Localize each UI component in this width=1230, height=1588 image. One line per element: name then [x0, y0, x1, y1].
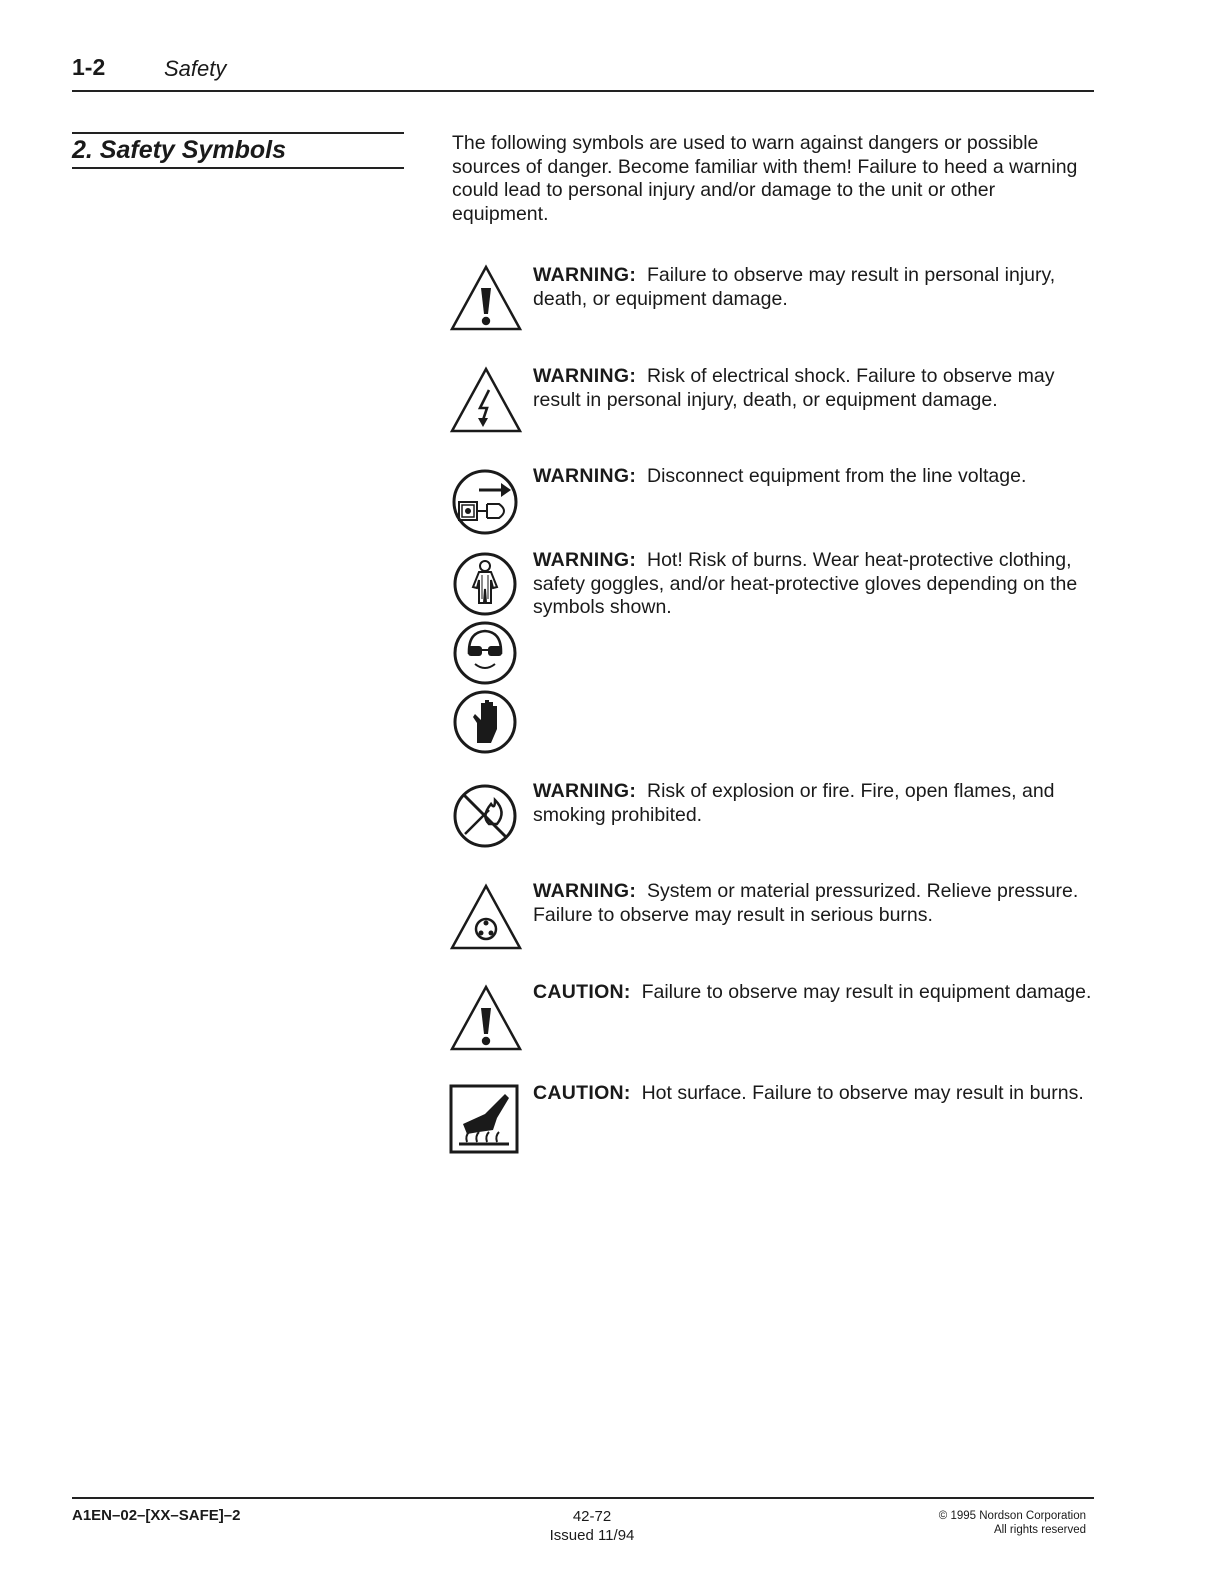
- safety-goggles-icon: [451, 620, 519, 686]
- pressurized-triangle-icon: [449, 883, 523, 951]
- page-header: [72, 52, 1094, 92]
- entry-text: System or material pressurized. Relieve pressure. Failure to observe may result in serious burns.: [533, 880, 1079, 926]
- entry-label: WARNING:: [533, 780, 637, 802]
- entry-text: Risk of explosion or fire. Fire, open flames, and smoking prohibited.: [533, 780, 1055, 826]
- copyright: © 1995 Nordson Corporation: [938, 1510, 1086, 1522]
- symbol-entry: [533, 465, 1098, 489]
- intro-paragraph: The following symbols are used to warn against dangers or possible sources of danger. Become familiar with them! Failure to heed a warning could lead to personal injury and/or damage to the unit or other equipment.: [452, 132, 1078, 225]
- footer-right: [939, 1509, 1086, 1537]
- entry-label: WARNING:: [533, 365, 637, 387]
- symbol-entry: [533, 549, 1098, 620]
- footer-center: [532, 1507, 652, 1545]
- rights-notice: All rights reserved: [993, 1524, 1086, 1536]
- symbol-entry: [533, 264, 1098, 311]
- hot-surface-icon: [449, 1084, 519, 1154]
- symbol-entry: [533, 981, 1098, 1005]
- symbol-entry: [533, 880, 1098, 927]
- running-title: Safety: [164, 56, 227, 81]
- entry-label: WARNING:: [533, 465, 637, 487]
- protective-clothing-icon: [451, 551, 519, 617]
- entry-label: CAUTION:: [533, 1082, 631, 1104]
- section-heading: [72, 132, 404, 169]
- warning-triangle-exclamation-icon: [449, 264, 523, 332]
- section-heading-text: 2. Safety Symbols: [72, 136, 286, 164]
- entry-label: WARNING:: [533, 264, 637, 286]
- page-number: 1-2: [72, 54, 106, 80]
- protective-gloves-icon: [451, 689, 519, 755]
- no-open-flame-icon: [451, 782, 519, 850]
- entry-label: CAUTION:: [533, 981, 631, 1003]
- entry-label: WARNING:: [533, 880, 637, 902]
- part-number: 42-72: [572, 1508, 612, 1525]
- page-footer: [72, 1497, 1094, 1559]
- electrical-shock-triangle-icon: [449, 366, 523, 434]
- caution-triangle-icon: [449, 984, 523, 1052]
- entry-text: Failure to observe may result in equipment damage.: [641, 981, 1092, 1003]
- issue-date: Issued 11/94: [549, 1527, 635, 1544]
- entry-text: Risk of electrical shock. Failure to observe may result in personal injury, death, or equipment damage.: [533, 365, 1055, 411]
- entry-text: Hot surface. Failure to observe may result in burns.: [641, 1082, 1084, 1104]
- entry-text: Failure to observe may result in personal injury, death, or equipment damage.: [533, 264, 1056, 310]
- symbol-entry: [533, 780, 1098, 827]
- document-code: A1EN–02–[XX–SAFE]–2: [72, 1507, 241, 1524]
- symbol-entry: [533, 1082, 1098, 1106]
- entry-text: Disconnect equipment from the line voltage.: [646, 465, 1027, 487]
- disconnect-plug-icon: [451, 468, 519, 536]
- entry-text: Hot! Risk of burns. Wear heat-protective clothing, safety goggles, and/or heat-protective gloves depending on the symbols shown.: [533, 549, 1078, 618]
- entry-label: WARNING:: [533, 549, 637, 571]
- symbol-entry: [533, 365, 1098, 412]
